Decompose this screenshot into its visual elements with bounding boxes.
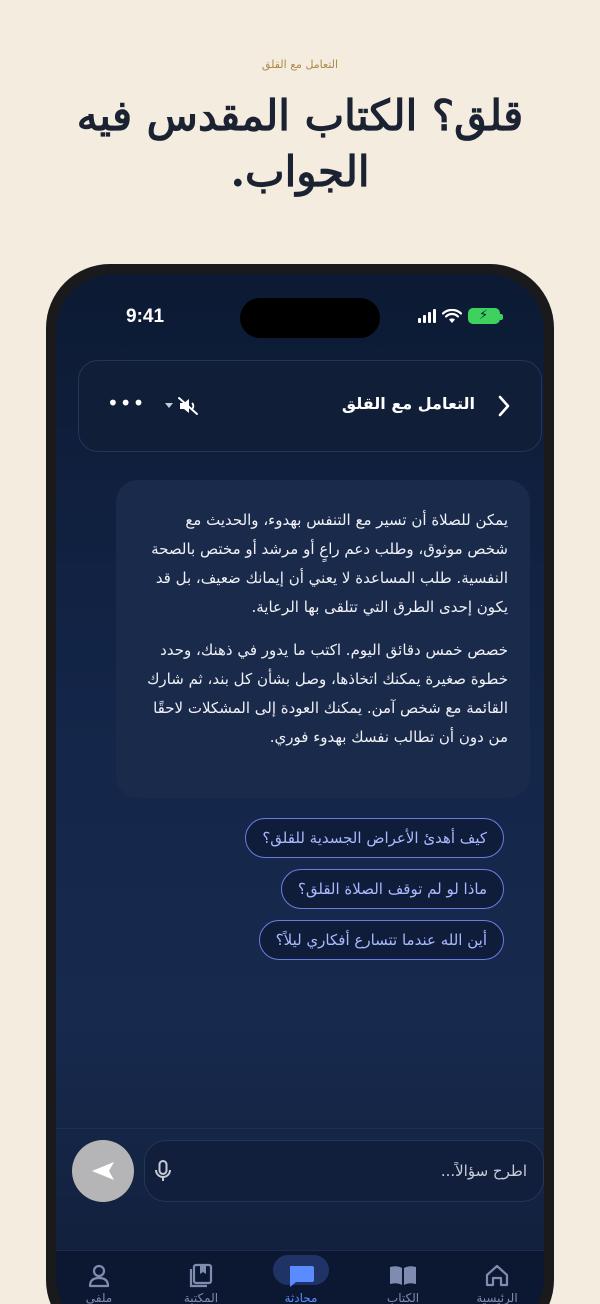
message-input[interactable] (187, 1141, 527, 1201)
tab-label: محادثة (284, 1291, 318, 1304)
send-button[interactable] (72, 1140, 134, 1202)
tab-label: الكتاب (386, 1291, 420, 1304)
mute-button[interactable] (165, 393, 205, 419)
chat-header (78, 360, 542, 452)
composer-divider (56, 1128, 544, 1129)
signal-icon (418, 309, 436, 323)
speaker-muted-icon (177, 396, 199, 416)
tab-label: الرئيسية (476, 1291, 518, 1304)
dynamic-island (240, 298, 380, 338)
message-paragraph: خصص خمس دقائق اليوم. اكتب ما يدور في ذهنك، وحدد خطوة صغيرة يمكنك اتخاذها، وصل بشأن كل بند، ثم شارك القائمة مع شخص آمن. يمكنك العودة إلى المشكلات لاحقًا من دون أن تطالب نفسك بهدوء فوري. (147, 641, 508, 746)
suggestion-chip[interactable]: ماذا لو لم توقف الصلاة القلق؟ (281, 869, 504, 909)
tab-chat[interactable] (256, 1251, 346, 1304)
battery-charging-icon: ⚡ (468, 308, 500, 324)
open-book-icon (358, 1257, 448, 1291)
status-time: 9:41 (126, 306, 165, 327)
tab-profile[interactable] (56, 1251, 144, 1304)
status-icons (418, 308, 500, 324)
page-kicker: التعامل مع القلق (261, 58, 339, 71)
tab-book[interactable] (358, 1251, 448, 1304)
microphone-icon[interactable] (151, 1159, 175, 1183)
tab-label: المكتبة (183, 1291, 219, 1304)
back-button[interactable] (489, 391, 519, 421)
assistant-message (116, 480, 530, 798)
suggestion-chip[interactable]: كيف أهدئ الأعراض الجسدية للقلق؟ (245, 818, 504, 858)
tab-bar (56, 1250, 544, 1304)
status-bar (56, 274, 544, 334)
chevron-right-icon (497, 395, 511, 417)
ellipsis-icon: ••• (107, 391, 146, 415)
phone-frame (46, 264, 554, 1304)
chat-title: التعامل مع القلق (341, 394, 475, 413)
page-headline: قلق؟ الكتاب المقدس فيه الجواب. (76, 91, 524, 196)
caret-down-icon (165, 403, 173, 409)
chat-bubble-icon (256, 1257, 346, 1291)
phone-screen (56, 274, 544, 1304)
more-options-button[interactable] (107, 391, 145, 415)
message-composer (144, 1140, 544, 1202)
message-paragraph: يمكن للصلاة أن تسير مع التنفس بهدوء، والحديث مع شخص موثوق، وطلب دعم راعٍ أو مرشد أو مختص بالصحة النفسية. طلب المساعدة لا يعني أن إيمانك ضعيف، بل قد يكون إحدى الطرق التي تتلقى بها الرعاية. (151, 511, 508, 616)
library-icon (156, 1257, 246, 1291)
profile-icon (56, 1257, 144, 1291)
tab-label: ملفي (85, 1291, 113, 1304)
send-icon (90, 1160, 116, 1182)
wifi-icon (442, 309, 462, 324)
tab-library[interactable] (156, 1251, 246, 1304)
home-icon (452, 1257, 542, 1291)
suggestion-chip[interactable]: أين الله عندما تتسارع أفكاري ليلاً؟ (259, 920, 504, 960)
tab-home[interactable] (452, 1251, 542, 1304)
